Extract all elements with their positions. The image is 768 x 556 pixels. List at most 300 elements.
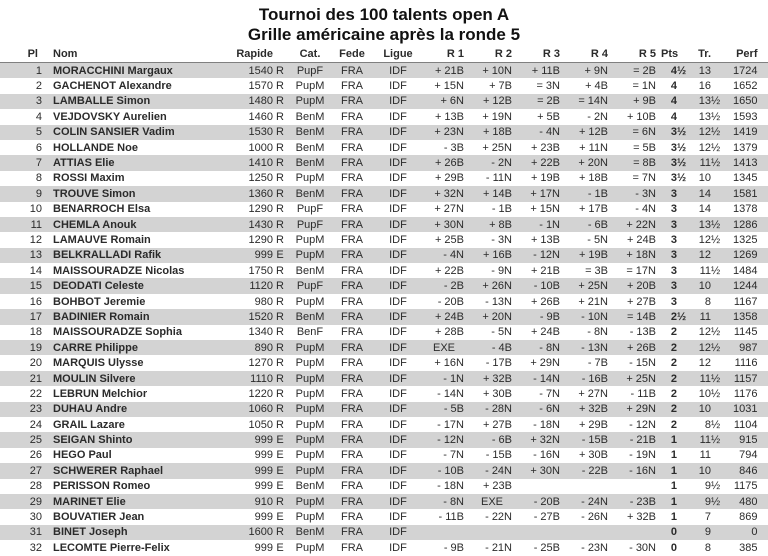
cell-performance: 1358 bbox=[721, 309, 768, 324]
cell-points: 3 bbox=[670, 203, 677, 216]
cell-category: PupF bbox=[296, 203, 324, 216]
table-row bbox=[0, 402, 768, 417]
cell-round-3: - 27B bbox=[533, 511, 560, 524]
cell-round-4: + 30B bbox=[578, 449, 608, 462]
cell-performance: 987 bbox=[721, 340, 768, 355]
cell-round-1: + 29B bbox=[434, 172, 464, 185]
cell-round-1: - 5B bbox=[421, 402, 469, 417]
cell-round-5 bbox=[613, 525, 661, 540]
cell-round-5: = 7N bbox=[632, 172, 656, 185]
cell-round-3: - 6N bbox=[517, 402, 565, 417]
cell-round-4: + 19B bbox=[565, 248, 613, 263]
cell-points: 3½ bbox=[661, 155, 687, 170]
cell-performance: 0 bbox=[721, 525, 768, 540]
cell-round-2: + 27B bbox=[482, 418, 512, 431]
cell-round-1: - 11B bbox=[438, 511, 464, 524]
cell-round-5: - 15N bbox=[629, 357, 656, 370]
cell-round-1: - 9B bbox=[443, 541, 464, 554]
cell-round-3: - 1N bbox=[517, 217, 565, 232]
cell-points: 4 bbox=[670, 80, 677, 93]
cell-points: 2 bbox=[670, 326, 677, 339]
cell-category: PupM bbox=[291, 248, 329, 263]
cell-round-2: + 7B bbox=[489, 80, 512, 93]
cell-league: IDF bbox=[375, 63, 421, 79]
cell-tiebreak: 10 bbox=[687, 402, 721, 417]
cell-performance: 1325 bbox=[733, 233, 758, 246]
cell-performance: 1413 bbox=[721, 155, 768, 170]
cell-league: IDF bbox=[389, 418, 407, 431]
cell-round-3: - 4N bbox=[517, 125, 565, 140]
cell-round-1: + 23N bbox=[421, 125, 469, 140]
cell-rank: 1 bbox=[0, 63, 46, 79]
cell-category: PupM bbox=[295, 511, 325, 524]
cell-points: 1 bbox=[661, 494, 687, 509]
table-header-row bbox=[0, 46, 768, 63]
cell-points: 1 bbox=[670, 449, 677, 462]
cell-player-name: ATTIAS Elie bbox=[46, 155, 226, 170]
cell-round-4: + 11N bbox=[579, 141, 608, 154]
cell-rank: 25 bbox=[0, 432, 46, 447]
cell-rating: 1520 R bbox=[226, 309, 291, 324]
cell-round-3: = 2B bbox=[517, 94, 565, 109]
cell-performance: 480 bbox=[721, 494, 768, 509]
cell-rating: 1530 R bbox=[226, 125, 291, 140]
cell-points: 4½ bbox=[661, 63, 687, 79]
cell-round-5: + 24B bbox=[626, 233, 656, 246]
cell-tiebreak: 10 bbox=[687, 463, 721, 478]
cell-round-2: + 14B bbox=[469, 186, 517, 201]
cell-points: 3 bbox=[661, 278, 687, 293]
cell-round-2: - 2N bbox=[469, 155, 517, 170]
cell-round-4: - 26N bbox=[581, 511, 608, 524]
cell-league: IDF bbox=[375, 217, 421, 232]
cell-league: IDF bbox=[389, 295, 407, 308]
cell-category: BenM bbox=[295, 110, 325, 123]
cell-tiebreak: 11½ bbox=[687, 371, 721, 386]
cell-federation: FRA bbox=[329, 248, 375, 263]
table-row bbox=[0, 525, 768, 540]
table-row bbox=[0, 140, 768, 155]
cell-federation: FRA bbox=[341, 387, 363, 400]
cell-round-1: - 2B bbox=[421, 278, 469, 293]
cell-rating: 1480 R bbox=[226, 94, 291, 109]
cell-points: 1 bbox=[670, 511, 677, 524]
cell-round-3: - 25B bbox=[533, 541, 560, 554]
cell-round-4: + 9N bbox=[565, 63, 613, 79]
cell-round-2: - 1B bbox=[491, 203, 512, 216]
cell-rank: 27 bbox=[0, 463, 46, 478]
cell-player-name: HEGO Paul bbox=[53, 449, 112, 462]
column-header-pts: Pts bbox=[661, 46, 687, 63]
cell-round-4: + 32B bbox=[565, 402, 613, 417]
cell-round-5: + 9B bbox=[613, 94, 661, 109]
cell-federation: FRA bbox=[341, 418, 363, 431]
cell-league: IDF bbox=[375, 525, 421, 540]
cell-federation: FRA bbox=[341, 357, 363, 370]
cell-performance: 1176 bbox=[733, 387, 758, 400]
cell-round-4: + 18B bbox=[578, 172, 608, 185]
cell-performance: 915 bbox=[721, 432, 768, 447]
cell-category: BenM bbox=[291, 186, 329, 201]
cell-federation: FRA bbox=[341, 264, 363, 277]
cell-rank: 32 bbox=[29, 541, 42, 554]
cell-federation: FRA bbox=[341, 511, 363, 524]
report-header bbox=[0, 0, 768, 45]
cell-federation: FRA bbox=[329, 402, 375, 417]
cell-tiebreak: 12½ bbox=[698, 233, 721, 246]
cell-category: BenM bbox=[291, 309, 329, 324]
cell-performance: 1145 bbox=[733, 326, 758, 339]
cell-league: IDF bbox=[389, 387, 407, 400]
cell-round-3: + 11B bbox=[517, 63, 565, 79]
cell-player-name: DUHAU Andre bbox=[46, 402, 226, 417]
cell-round-5 bbox=[613, 479, 661, 494]
cell-performance: 869 bbox=[739, 511, 758, 524]
table-row bbox=[0, 63, 768, 79]
cell-federation: FRA bbox=[341, 233, 363, 246]
cell-round-1: - 3B bbox=[443, 141, 464, 154]
cell-tiebreak: 14 bbox=[687, 186, 721, 201]
cell-rank: 23 bbox=[0, 402, 46, 417]
cell-performance: 1345 bbox=[733, 172, 758, 185]
cell-round-3: + 5B bbox=[537, 110, 560, 123]
cell-tiebreak: 11½ bbox=[687, 155, 721, 170]
cell-round-1: - 18N bbox=[437, 480, 464, 493]
cell-round-3: + 24B bbox=[530, 326, 560, 339]
cell-category: BenM bbox=[295, 480, 325, 493]
cell-round-3: - 20B bbox=[517, 494, 565, 509]
cell-rating: 1570 R bbox=[248, 80, 284, 93]
cell-rating: 999 E bbox=[226, 248, 291, 263]
cell-rank: 4 bbox=[35, 110, 42, 123]
cell-round-4: - 24N bbox=[565, 494, 613, 509]
cell-round-1: + 21B bbox=[421, 63, 469, 79]
table-body bbox=[0, 63, 768, 556]
cell-round-3 bbox=[517, 479, 565, 494]
cell-category: PupF bbox=[291, 278, 329, 293]
cell-performance: 1269 bbox=[721, 248, 768, 263]
column-header-tr: Tr. bbox=[687, 46, 721, 63]
cell-round-1: + 24B bbox=[421, 309, 469, 324]
cell-round-1: - 17N bbox=[437, 418, 464, 431]
cell-performance: 385 bbox=[739, 541, 758, 554]
cell-rank: 20 bbox=[29, 357, 42, 370]
cell-points: 3 bbox=[661, 217, 687, 232]
cell-round-5: = 5B bbox=[633, 141, 656, 154]
cell-round-5: = 6N bbox=[613, 125, 661, 140]
cell-league: IDF bbox=[389, 141, 407, 154]
cell-performance: 1650 bbox=[721, 94, 768, 109]
cell-points: 0 bbox=[661, 525, 687, 540]
cell-round-5: - 12N bbox=[629, 418, 656, 431]
cell-round-2: - 13N bbox=[485, 295, 512, 308]
cell-round-3: + 19B bbox=[530, 172, 560, 185]
cell-category: PupM bbox=[295, 233, 325, 246]
column-header-fede: Fede bbox=[329, 46, 375, 63]
cell-player-name: CARRE Philippe bbox=[46, 340, 226, 355]
cell-round-3: - 10B bbox=[517, 278, 565, 293]
cell-round-2: + 10N bbox=[469, 63, 517, 79]
cell-points: 3 bbox=[670, 295, 677, 308]
cell-round-2: + 8B bbox=[469, 217, 517, 232]
cell-round-4: - 23N bbox=[581, 541, 608, 554]
cell-player-name: GACHENOT Alexandre bbox=[53, 80, 172, 93]
cell-rating: 1220 R bbox=[248, 387, 284, 400]
cell-player-name: VEJDOVSKY Aurelien bbox=[53, 110, 167, 123]
cell-rating: 1120 R bbox=[226, 278, 291, 293]
cell-player-name: MARQUIS Ulysse bbox=[53, 357, 144, 370]
table-row bbox=[0, 155, 768, 170]
cell-round-5: - 4N bbox=[635, 203, 656, 216]
cell-league: IDF bbox=[375, 309, 421, 324]
cell-league: IDF bbox=[375, 94, 421, 109]
column-header-pl: Pl bbox=[0, 46, 46, 63]
cell-category: PupM bbox=[295, 172, 325, 185]
cell-federation: FRA bbox=[329, 63, 375, 79]
cell-category: BenM bbox=[295, 264, 325, 277]
table-row bbox=[0, 217, 768, 232]
cell-round-4: - 10N bbox=[565, 309, 613, 324]
cell-points: 1 bbox=[670, 480, 677, 493]
cell-round-5: + 25N bbox=[613, 371, 661, 386]
cell-points: 3½ bbox=[661, 125, 687, 140]
cell-rank: 16 bbox=[29, 295, 42, 308]
cell-round-2: + 20N bbox=[469, 309, 517, 324]
cell-round-1: + 13B bbox=[434, 110, 464, 123]
table-row bbox=[0, 340, 768, 355]
cell-round-1: + 25B bbox=[434, 233, 464, 246]
cell-tiebreak: 13½ bbox=[687, 217, 721, 232]
column-header-perf: Perf bbox=[721, 46, 768, 63]
cell-federation: FRA bbox=[341, 203, 363, 216]
cell-points: 3½ bbox=[670, 172, 687, 185]
cell-league: IDF bbox=[375, 340, 421, 355]
cell-round-2: + 19N bbox=[482, 110, 512, 123]
cell-round-5: + 32B bbox=[626, 511, 656, 524]
cell-performance: 1652 bbox=[733, 80, 758, 93]
cell-category: PupM bbox=[295, 357, 325, 370]
cell-performance: 1484 bbox=[733, 264, 758, 277]
cell-round-3: + 21B bbox=[530, 264, 560, 277]
cell-category: BenF bbox=[296, 326, 324, 339]
cell-tiebreak: 7 bbox=[704, 511, 711, 524]
cell-rank: 3 bbox=[0, 94, 46, 109]
cell-category: PupF bbox=[291, 217, 329, 232]
cell-round-2: - 22N bbox=[485, 511, 512, 524]
cell-rating: 1050 R bbox=[248, 418, 284, 431]
cell-rating: 1460 R bbox=[248, 110, 284, 123]
cell-round-3: - 18N bbox=[533, 418, 560, 431]
cell-round-3: + 15N bbox=[530, 203, 560, 216]
cell-rating: 1600 R bbox=[226, 525, 291, 540]
table-row bbox=[0, 309, 768, 324]
cell-category: PupF bbox=[291, 63, 329, 79]
column-header-r-5: R 5 bbox=[613, 46, 661, 63]
cell-round-1: + 30N bbox=[421, 217, 469, 232]
cell-tiebreak: 9½ bbox=[687, 494, 721, 509]
cell-tiebreak: 12½ bbox=[687, 125, 721, 140]
cell-round-2: + 16B bbox=[469, 248, 517, 263]
cell-federation: FRA bbox=[329, 309, 375, 324]
cell-performance: 794 bbox=[739, 449, 758, 462]
cell-federation: FRA bbox=[329, 278, 375, 293]
cell-league: IDF bbox=[375, 371, 421, 386]
cell-round-1: + 27N bbox=[434, 203, 464, 216]
cell-round-3: = 3N bbox=[536, 80, 560, 93]
cell-category: PupM bbox=[295, 80, 325, 93]
table-row bbox=[0, 371, 768, 386]
cell-category: PupM bbox=[291, 402, 329, 417]
cell-rating: 910 R bbox=[226, 494, 291, 509]
cell-rank: 31 bbox=[0, 525, 46, 540]
column-header-nom: Nom bbox=[46, 46, 226, 63]
cell-category: BenM bbox=[291, 525, 329, 540]
cell-league: IDF bbox=[375, 186, 421, 201]
cell-player-name: LAMAUVE Romain bbox=[53, 233, 151, 246]
cell-round-2: + 32B bbox=[469, 371, 517, 386]
cell-league: IDF bbox=[375, 432, 421, 447]
cell-category: PupM bbox=[295, 449, 325, 462]
cell-league: IDF bbox=[375, 402, 421, 417]
cell-round-1: + 6N bbox=[421, 94, 469, 109]
table-row bbox=[0, 78, 768, 93]
cell-player-name: LEBRUN Melchior bbox=[53, 387, 148, 400]
cell-round-5: - 3N bbox=[613, 186, 661, 201]
cell-points: 1 bbox=[661, 432, 687, 447]
cell-round-5: - 30N bbox=[629, 541, 656, 554]
cell-rank: 13 bbox=[0, 248, 46, 263]
cell-round-1: - 12N bbox=[421, 432, 469, 447]
cell-tiebreak: 8 bbox=[704, 295, 711, 308]
cell-league: IDF bbox=[375, 155, 421, 170]
cell-league: IDF bbox=[389, 541, 407, 554]
cell-player-name: BELKRALLADI Rafik bbox=[46, 248, 226, 263]
cell-rating: 1290 R bbox=[248, 233, 284, 246]
cell-category: BenM bbox=[295, 141, 325, 154]
table-row bbox=[0, 479, 768, 494]
cell-league: IDF bbox=[389, 80, 407, 93]
cell-points: 0 bbox=[670, 541, 677, 554]
cell-points: 2 bbox=[670, 357, 677, 370]
cell-performance: 1244 bbox=[721, 278, 768, 293]
cell-points: 2 bbox=[661, 371, 687, 386]
cell-round-5: - 13B bbox=[629, 326, 656, 339]
cell-round-3: + 22B bbox=[517, 155, 565, 170]
cell-round-4: = 3B bbox=[585, 264, 608, 277]
cell-round-4: + 20N bbox=[565, 155, 613, 170]
cell-category: PupM bbox=[291, 432, 329, 447]
column-header-r-2: R 2 bbox=[469, 46, 517, 63]
cell-round-2: + 30B bbox=[482, 387, 512, 400]
cell-round-3: + 32N bbox=[517, 432, 565, 447]
cell-round-4: - 6B bbox=[565, 217, 613, 232]
cell-tiebreak: 13½ bbox=[687, 94, 721, 109]
cell-rank: 9 bbox=[0, 186, 46, 201]
cell-category: PupM bbox=[291, 463, 329, 478]
cell-league: IDF bbox=[389, 326, 407, 339]
cell-points: 3½ bbox=[670, 141, 687, 154]
cell-federation: FRA bbox=[329, 155, 375, 170]
cell-rating: 890 R bbox=[226, 340, 291, 355]
cell-round-2: - 6B bbox=[469, 432, 517, 447]
cell-rank: 6 bbox=[35, 141, 42, 154]
cell-federation: FRA bbox=[329, 494, 375, 509]
cell-round-2: - 3N bbox=[491, 233, 512, 246]
table-row bbox=[0, 248, 768, 263]
cell-league: IDF bbox=[389, 264, 407, 277]
cell-player-name: BOHBOT Jeremie bbox=[53, 295, 146, 308]
cell-tiebreak: 10 bbox=[687, 278, 721, 293]
cell-points: 2 bbox=[670, 387, 677, 400]
column-header-r-1: R 1 bbox=[421, 46, 469, 63]
cell-round-4: + 17B bbox=[578, 203, 608, 216]
table-row bbox=[0, 432, 768, 447]
cell-rating: 999 E bbox=[226, 463, 291, 478]
cell-tiebreak: 12 bbox=[687, 248, 721, 263]
cell-round-2: EXE bbox=[469, 494, 517, 509]
cell-round-5: + 27B bbox=[626, 295, 656, 308]
cell-points: 2 bbox=[661, 402, 687, 417]
cell-player-name: PERISSON Romeo bbox=[53, 480, 151, 493]
cell-league: IDF bbox=[389, 203, 407, 216]
cell-federation: FRA bbox=[341, 480, 363, 493]
cell-tiebreak: 10 bbox=[698, 172, 711, 185]
cell-rating: 999 E bbox=[254, 480, 284, 493]
cell-federation: FRA bbox=[329, 186, 375, 201]
cell-rating: 999 E bbox=[254, 511, 284, 524]
cell-category: PupM bbox=[291, 494, 329, 509]
table-row bbox=[0, 325, 768, 340]
cell-player-name: BOUVATIER Jean bbox=[53, 511, 145, 524]
table-row bbox=[0, 294, 768, 309]
cell-round-5: = 2B bbox=[613, 63, 661, 79]
cell-federation: FRA bbox=[329, 371, 375, 386]
cell-tiebreak: 12 bbox=[698, 357, 711, 370]
cell-rating: 1250 R bbox=[248, 172, 284, 185]
cell-federation: FRA bbox=[329, 463, 375, 478]
cell-federation: FRA bbox=[341, 295, 363, 308]
cell-round-4: + 25N bbox=[565, 278, 613, 293]
cell-rating: 1290 R bbox=[248, 203, 284, 216]
cell-category: PupM bbox=[291, 340, 329, 355]
cell-performance: 1419 bbox=[721, 125, 768, 140]
cell-player-name: BINET Joseph bbox=[46, 525, 226, 540]
column-header-rapide: Rapide bbox=[226, 46, 291, 63]
cell-round-5: = 1N bbox=[632, 80, 656, 93]
cell-federation: FRA bbox=[329, 94, 375, 109]
cell-round-1: + 32N bbox=[421, 186, 469, 201]
cell-round-4 bbox=[565, 479, 613, 494]
cell-tiebreak: 11 bbox=[699, 449, 711, 462]
cell-rank: 28 bbox=[29, 480, 42, 493]
cell-rank: 10 bbox=[29, 203, 42, 216]
cell-tiebreak: 12½ bbox=[698, 141, 721, 154]
cell-performance: 1175 bbox=[733, 480, 758, 493]
cell-round-5: + 29N bbox=[613, 402, 661, 417]
cell-performance: 846 bbox=[721, 463, 768, 478]
results-table bbox=[0, 46, 768, 556]
cell-points: 2 bbox=[661, 340, 687, 355]
cell-round-5: + 20B bbox=[613, 278, 661, 293]
table-row bbox=[0, 186, 768, 201]
cell-federation: FRA bbox=[341, 80, 363, 93]
cell-round-2: + 25N bbox=[482, 141, 512, 154]
cell-round-5: - 19N bbox=[629, 449, 656, 462]
cell-round-1: - 14N bbox=[437, 387, 464, 400]
cell-rating: 1540 R bbox=[226, 63, 291, 79]
cell-points: 3 bbox=[661, 248, 687, 263]
cell-rating: 1110 R bbox=[226, 371, 291, 386]
